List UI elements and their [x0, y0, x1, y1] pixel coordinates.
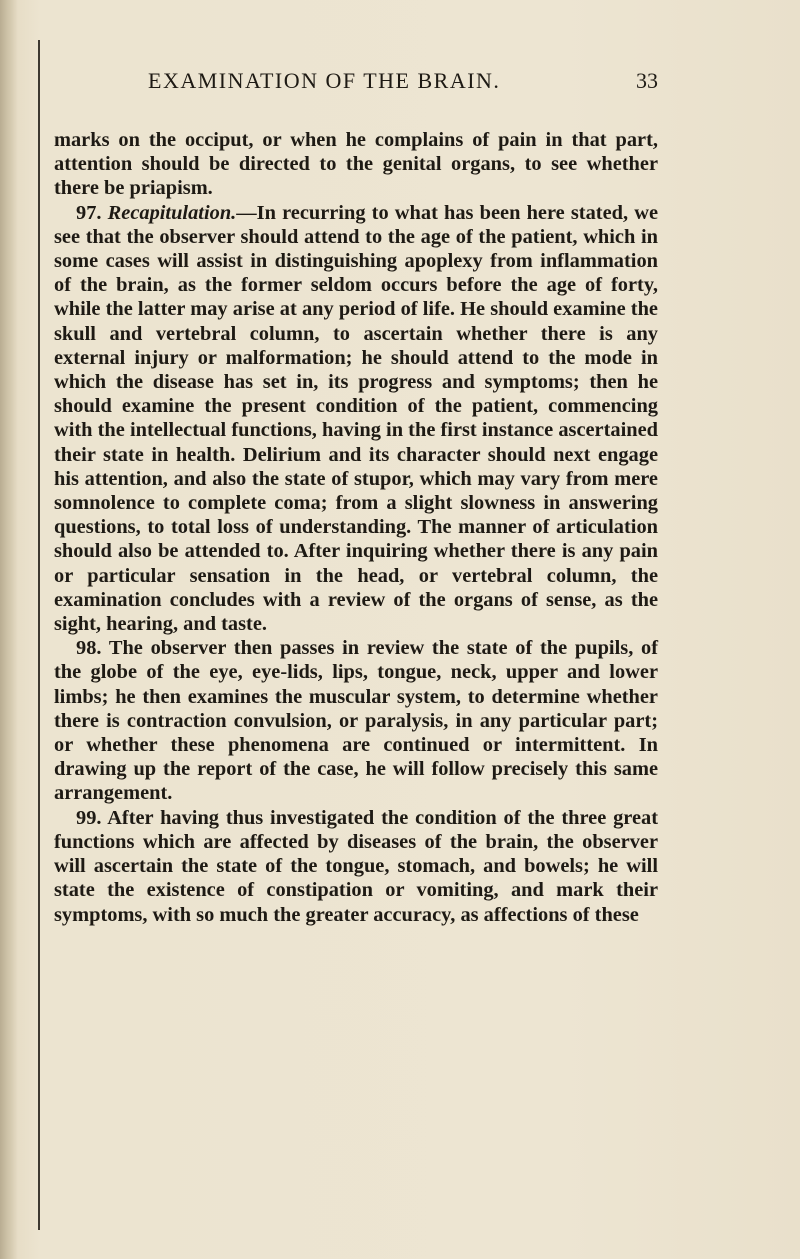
body-text: [54, 128, 658, 927]
paragraph-continued: [54, 128, 658, 201]
binding-edge-line: [38, 40, 40, 1230]
paragraph-text: marks on the occiput, or when he complains of pain in that part, attention should be directed to the genital organs, to see whether there be priapism.: [54, 129, 658, 200]
section-number: 98.: [76, 637, 102, 660]
page-spine-shadow: [0, 0, 18, 1259]
paragraph-97: [54, 201, 658, 637]
running-title: EXAMINATION OF THE BRAIN.: [148, 68, 501, 93]
paragraph-98: [54, 636, 658, 805]
page-header: [148, 68, 658, 98]
page-number: 33: [636, 68, 658, 93]
paragraph-99: [54, 806, 658, 927]
paragraph-text: The observer then passes in review the state of the pupils, of the globe of the eye, eye-lids, lips, tongue, neck, upper and lower limbs; he then examines the muscular system, to determine whether there is contraction convulsion, or paralysis, in any particular part; or whether these phenomena are continued or intermittent. In drawing up the report of the case, he will follow precisely this same arrangement.: [54, 637, 658, 805]
section-heading: Recapitulation.: [107, 201, 237, 224]
section-number: 99.: [76, 806, 102, 829]
paragraph-text: After having thus investigated the condition of the three great functions which are affected by diseases of the brain, the observer will ascertain the state of the tongue, stomach, and bowels; he will state the existence of constipation or vomiting, and mark their symptoms, with so much the greater accuracy, as affections of these: [54, 806, 658, 926]
paragraph-text: —In recurring to what has been here stated, we see that the observer should attend to the age of the patient, which in some cases will assist in distinguishing apoplexy from inflammation of the brain, as the former seldom occurs before the age of forty, while the latter may arise at any period of life. He should examine the skull and vertebral column, to ascertain whether there is any external injury or malformation; he should attend to the mode in which the disease has set in, its progress and symptoms; then he should examine the present condition of the patient, commencing with the intellectual functions, having in the first instance ascertained their state in health. Delirium and its character should next engage his attention, and also the state of stupor, which may vary from mere somnolence to complete coma; from a slight slowness in answering questions, to total loss of understanding. The manner of articulation should also be attended to. After inquiring whether there is any pain or particular sensation in the head, or vertebral column, the examination concludes with a review of the organs of sense, as the sight, hearing, and taste.: [54, 201, 658, 636]
section-number: 97.: [76, 201, 102, 224]
